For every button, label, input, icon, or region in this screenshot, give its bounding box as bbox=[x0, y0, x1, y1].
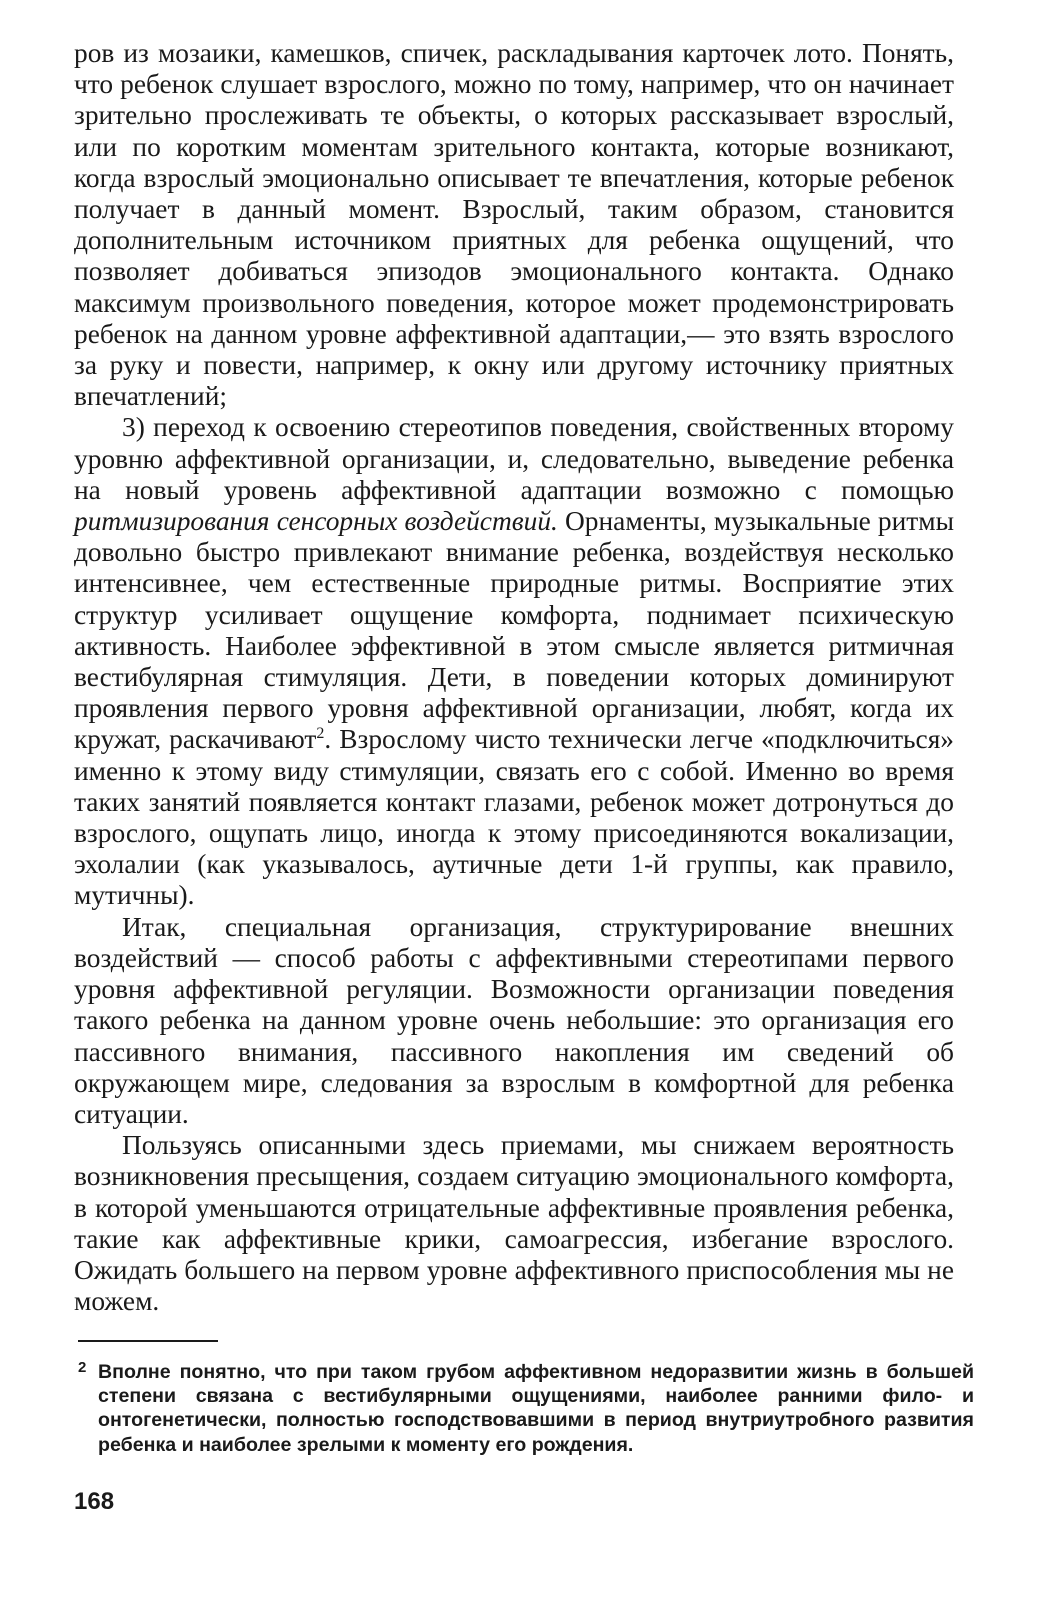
page-number: 168 bbox=[74, 1488, 115, 1515]
footnote-divider bbox=[78, 1340, 218, 1342]
page-body bbox=[74, 38, 954, 1317]
paragraph-summary: Итак, специальная организация, структурирование внешних воздействий — способ работы с аффективными стереотипами первого уровня аффективной регуляции. Возможности организации поведения такого ребенка на данном уровне очень небольшие: это организация его пассивного внимания, пассивного накопления им сведений об окружающем мире, следования за взрослым в комфортной для ребенка ситуации. bbox=[74, 911, 954, 1129]
paragraph-item-3 bbox=[74, 412, 954, 911]
footnote-reference: 2 bbox=[316, 725, 325, 743]
paragraph-continuation: ров из мозаики, камешков, спичек, раскладывания карточек лото. Понять, что ребенок слушает взрослого, можно по тому, например, что он начинает зрительно прослеживать те объекты, о которых рассказывает взрослый, или по коротким моментам зрительного контакта, которые возникают, когда взрослый эмоционально описывает те впечатления, которые ребенок получает в данный момент. Взрослый, таким образом, становится дополнительным источником приятных для ребенка ощущений, что позволяет добиваться эпизодов эмоционального контакта. Однако максимум произвольного поведения, которое может продемонстрировать ребенок на данном уровне аффективной адаптации,— это взять взрослого за руку и повести, например, к окну или другому источнику приятных впечатлений; bbox=[74, 38, 954, 412]
footnote bbox=[78, 1356, 974, 1457]
footnote-text: Вполне понятно, что при таком грубом аффективном недоразвитии жизнь в большей степени связана с вестибулярными ощущениями, наиболее ранними фило- и онтогенетически, полностью господствовавшими в период внутриутробного развития ребенка и наиболее зрелыми к моменту его рождения. bbox=[98, 1361, 974, 1456]
paragraph-conclusion: Пользуясь описанными здесь приемами, мы снижаем вероятность возникновения пресыщения, создаем ситуацию эмоционального комфорта, в которой уменьшаются отрицательные аффективные проявления ребенка, такие как аффективные крики, самоагрессия, избегание взрослого. Ожидать большего на первом уровне аффективного приспособления мы не можем. bbox=[74, 1130, 954, 1317]
footnote-mark: 2 bbox=[78, 1359, 87, 1376]
italic-phrase: ритмизирования сенсорных воздействий. bbox=[74, 506, 558, 537]
paragraph-text-after-italic: Орнаменты, музыкальные ритмы довольно быстро привлекают внимание ребенка, воздействуя несколько интенсивнее, чем естественные природные ритмы. Восприятие этих структур усиливает ощущение комфорта, поднимает психическую активность. Наиболее эффективной в этом смысле является ритмичная вестибулярная стимуляция. Дети, в поведении которых доминируют проявления первого уровня аффективной организации, любят, когда их кружат, раскачивают bbox=[74, 506, 954, 755]
paragraph-text-before-italic: 3) переход к освоению стереотипов поведения, свойственных второму уровню аффективной организации, и, следовательно, выведение ребенка на новый уровень аффективной адаптации возможно с помощью bbox=[74, 412, 954, 505]
paragraph-text-after-reference: . Взрослому чисто технически легче «подключиться» именно к этому виду стимуляции, связать его с собой. Именно во время таких занятий появляется контакт глазами, ребенок может дотронуться до взрослого, ощупать лицо, иногда к этому присоединяются вокализации, эхолалии (как указывалось, аутичные дети 1-й группы, как правило, мутичны). bbox=[74, 724, 954, 911]
